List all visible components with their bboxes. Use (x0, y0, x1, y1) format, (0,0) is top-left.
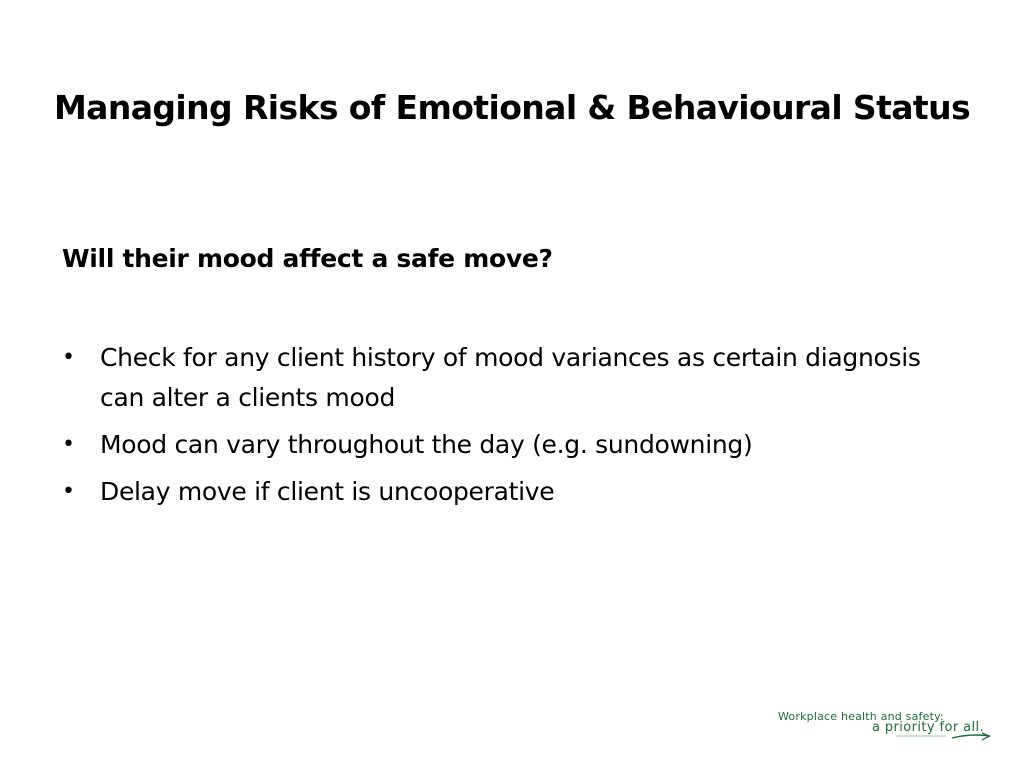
slide-subheading: Will their mood affect a safe move? (62, 244, 553, 273)
workplace-safety-logo (776, 706, 996, 746)
bullet-list (62, 338, 922, 519)
bullet-item (62, 425, 922, 465)
bullet-item (62, 338, 922, 418)
bullet-icon: • (62, 479, 75, 504)
slide-title: Managing Risks of Emotional & Behavioural Status (53, 88, 971, 127)
bullet-icon: • (62, 345, 75, 370)
bullet-icon: • (62, 432, 75, 457)
bullet-item (62, 472, 922, 512)
logo-swoosh-icon (776, 706, 996, 746)
logo-tagline-line1: Workplace health and safety: (778, 710, 944, 723)
bullet-text: Delay move if client is uncooperative (100, 477, 555, 506)
bullet-text: Check for any client history of mood variances as certain diagnosis can alter a clients mood (100, 343, 921, 412)
logo-tagline-line2: a priority for all. (872, 720, 985, 735)
bullet-text: Mood can vary throughout the day (e.g. sundowning) (100, 430, 753, 459)
